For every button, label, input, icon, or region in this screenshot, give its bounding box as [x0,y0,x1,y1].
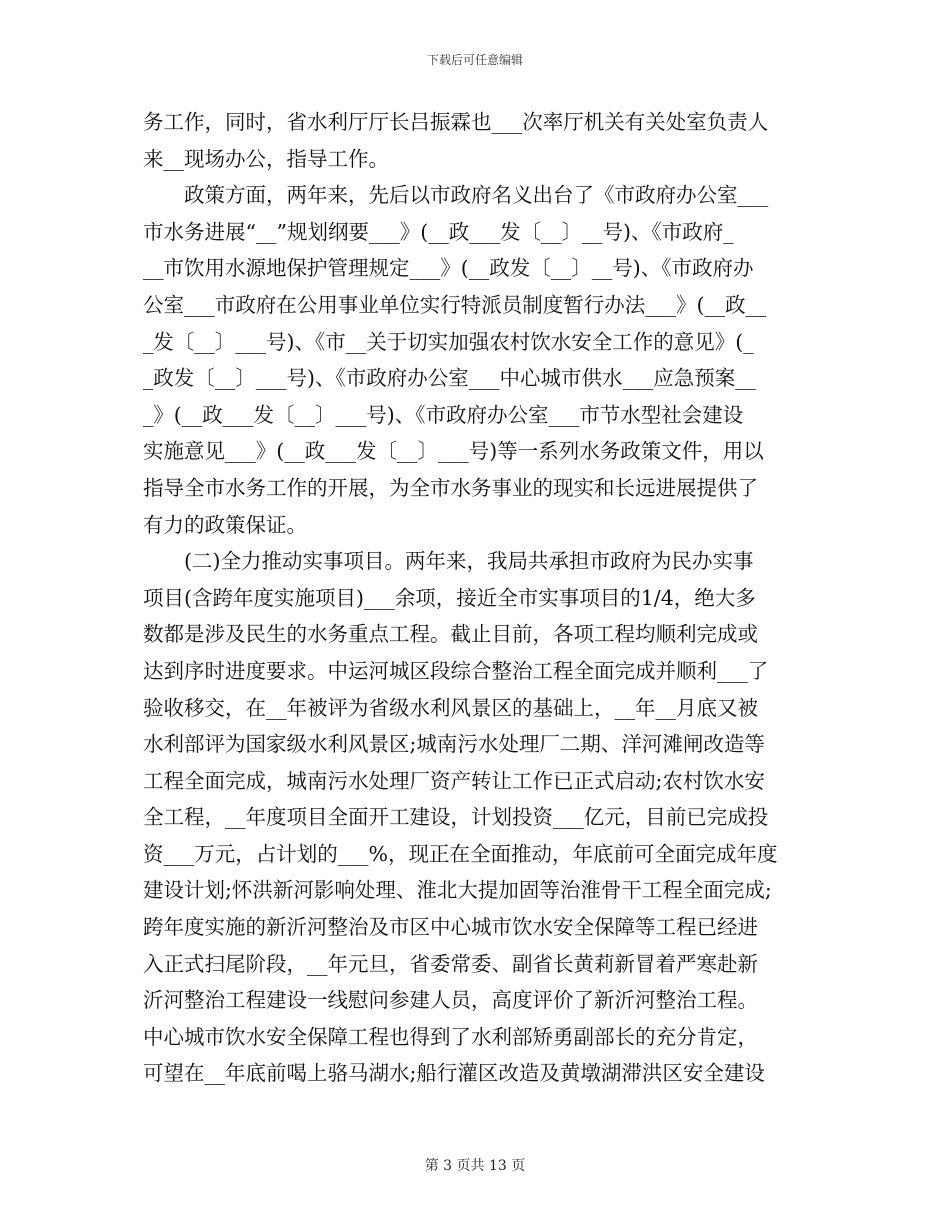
text-line: 数都是涉及民生的水务重点工程。截止目前，各项工程均顺利完成或 [143,622,758,647]
page-number: 第 3 页共 13 页 [424,1158,526,1174]
page-header: 下载后可任意编辑 [426,53,523,67]
text-line: __市饮用水源地保护管理规定___》(__政发〔__〕__号)、《市政府办 [143,256,754,281]
text-line: 实施意见___》(__政___发〔__〕___号)等一系列水务政策文件，用以 [143,439,764,464]
text-line: _》(__政___发〔__〕___号)、《市政府办公室___市节水型社会建设 [143,402,744,427]
text-line: _政发〔__〕___号)、《市政府办公室___中心城市供水___应急预案__ [143,366,756,391]
text-line: 跨年度实施的新沂河整治及市区中心城市饮水安全保障等工程已经进 [143,915,758,940]
text-line: 水利部评为国家级水利风景区;城南污水处理厂二期、洋河滩闸改造等 [143,732,765,757]
text-line: _发〔__〕___号)、《市__关于切实加强农村饮水安全工作的意见》(_ [143,329,754,354]
text-line: 达到序时进度要求。中运河城区段综合整治工程全面完成并顺利___了 [143,658,769,683]
text-line: 入正式扫尾阶段，__年元旦，省委常委、副省长黄莉新冒着严寒赴新 [143,951,758,976]
text-line: 政策方面，两年来，先后以市政府名义出台了《市政府办公室___ [143,183,769,208]
text-line: (二)全力推动实事项目。两年来，我局共承担市政府为民办实事 [143,549,754,574]
text-line: 有力的政策保证。 [143,512,307,537]
text-line: 务工作，同时，省水利厅厅长吕振霖也___次率厅机关有关处室负责人 [143,110,769,134]
text-line: 验收移交，在__年被评为省级水利风景区的基础上，__年__月底又被 [143,695,758,720]
text-line: 市水务进展“__”规划纲要___》(__政___发〔__〕__号)、《市政府_ [143,219,734,244]
text-line: 沂河整治工程建设一线慰问参建人员，高度评价了新沂河整治工程。 [143,988,758,1013]
text-line: 项目(含跨年度实施项目)___余项，接近全市实事项目的1/4，绝大多 [143,585,756,610]
text-line: 公室___市政府在公用事业单位实行特派员制度暂行办法___》(__政__ [143,292,766,317]
text-line: 可望在__年底前喝上骆马湖水;船行灌区改造及黄墩湖滞洪区安全建设 [143,1061,765,1086]
document-body [143,104,813,1092]
text-line: 中心城市饮水安全保障工程也得到了水利部矫勇副部长的充分肯定， [143,1024,758,1049]
text-line: 全工程，__年度项目全面开工建设，计划投资___亿元，目前已完成投 [143,805,769,830]
text-line: 来__现场办公，指导工作。 [143,146,389,171]
text-line: 指导全市水务工作的开展，为全市水务事业的现实和长远进展提供了 [143,475,758,500]
text-line: 资___万元，占计划的___%，现正在全面推动，年底前可全面完成年度 [143,841,778,866]
text-line: 工程全面完成，城南污水处理厂资产转让工作已正式启动;农村饮水安 [143,768,765,793]
text-line: 建设计划;怀洪新河影响处理、淮北大提加固等治淮骨干工程全面完成; [143,878,772,903]
